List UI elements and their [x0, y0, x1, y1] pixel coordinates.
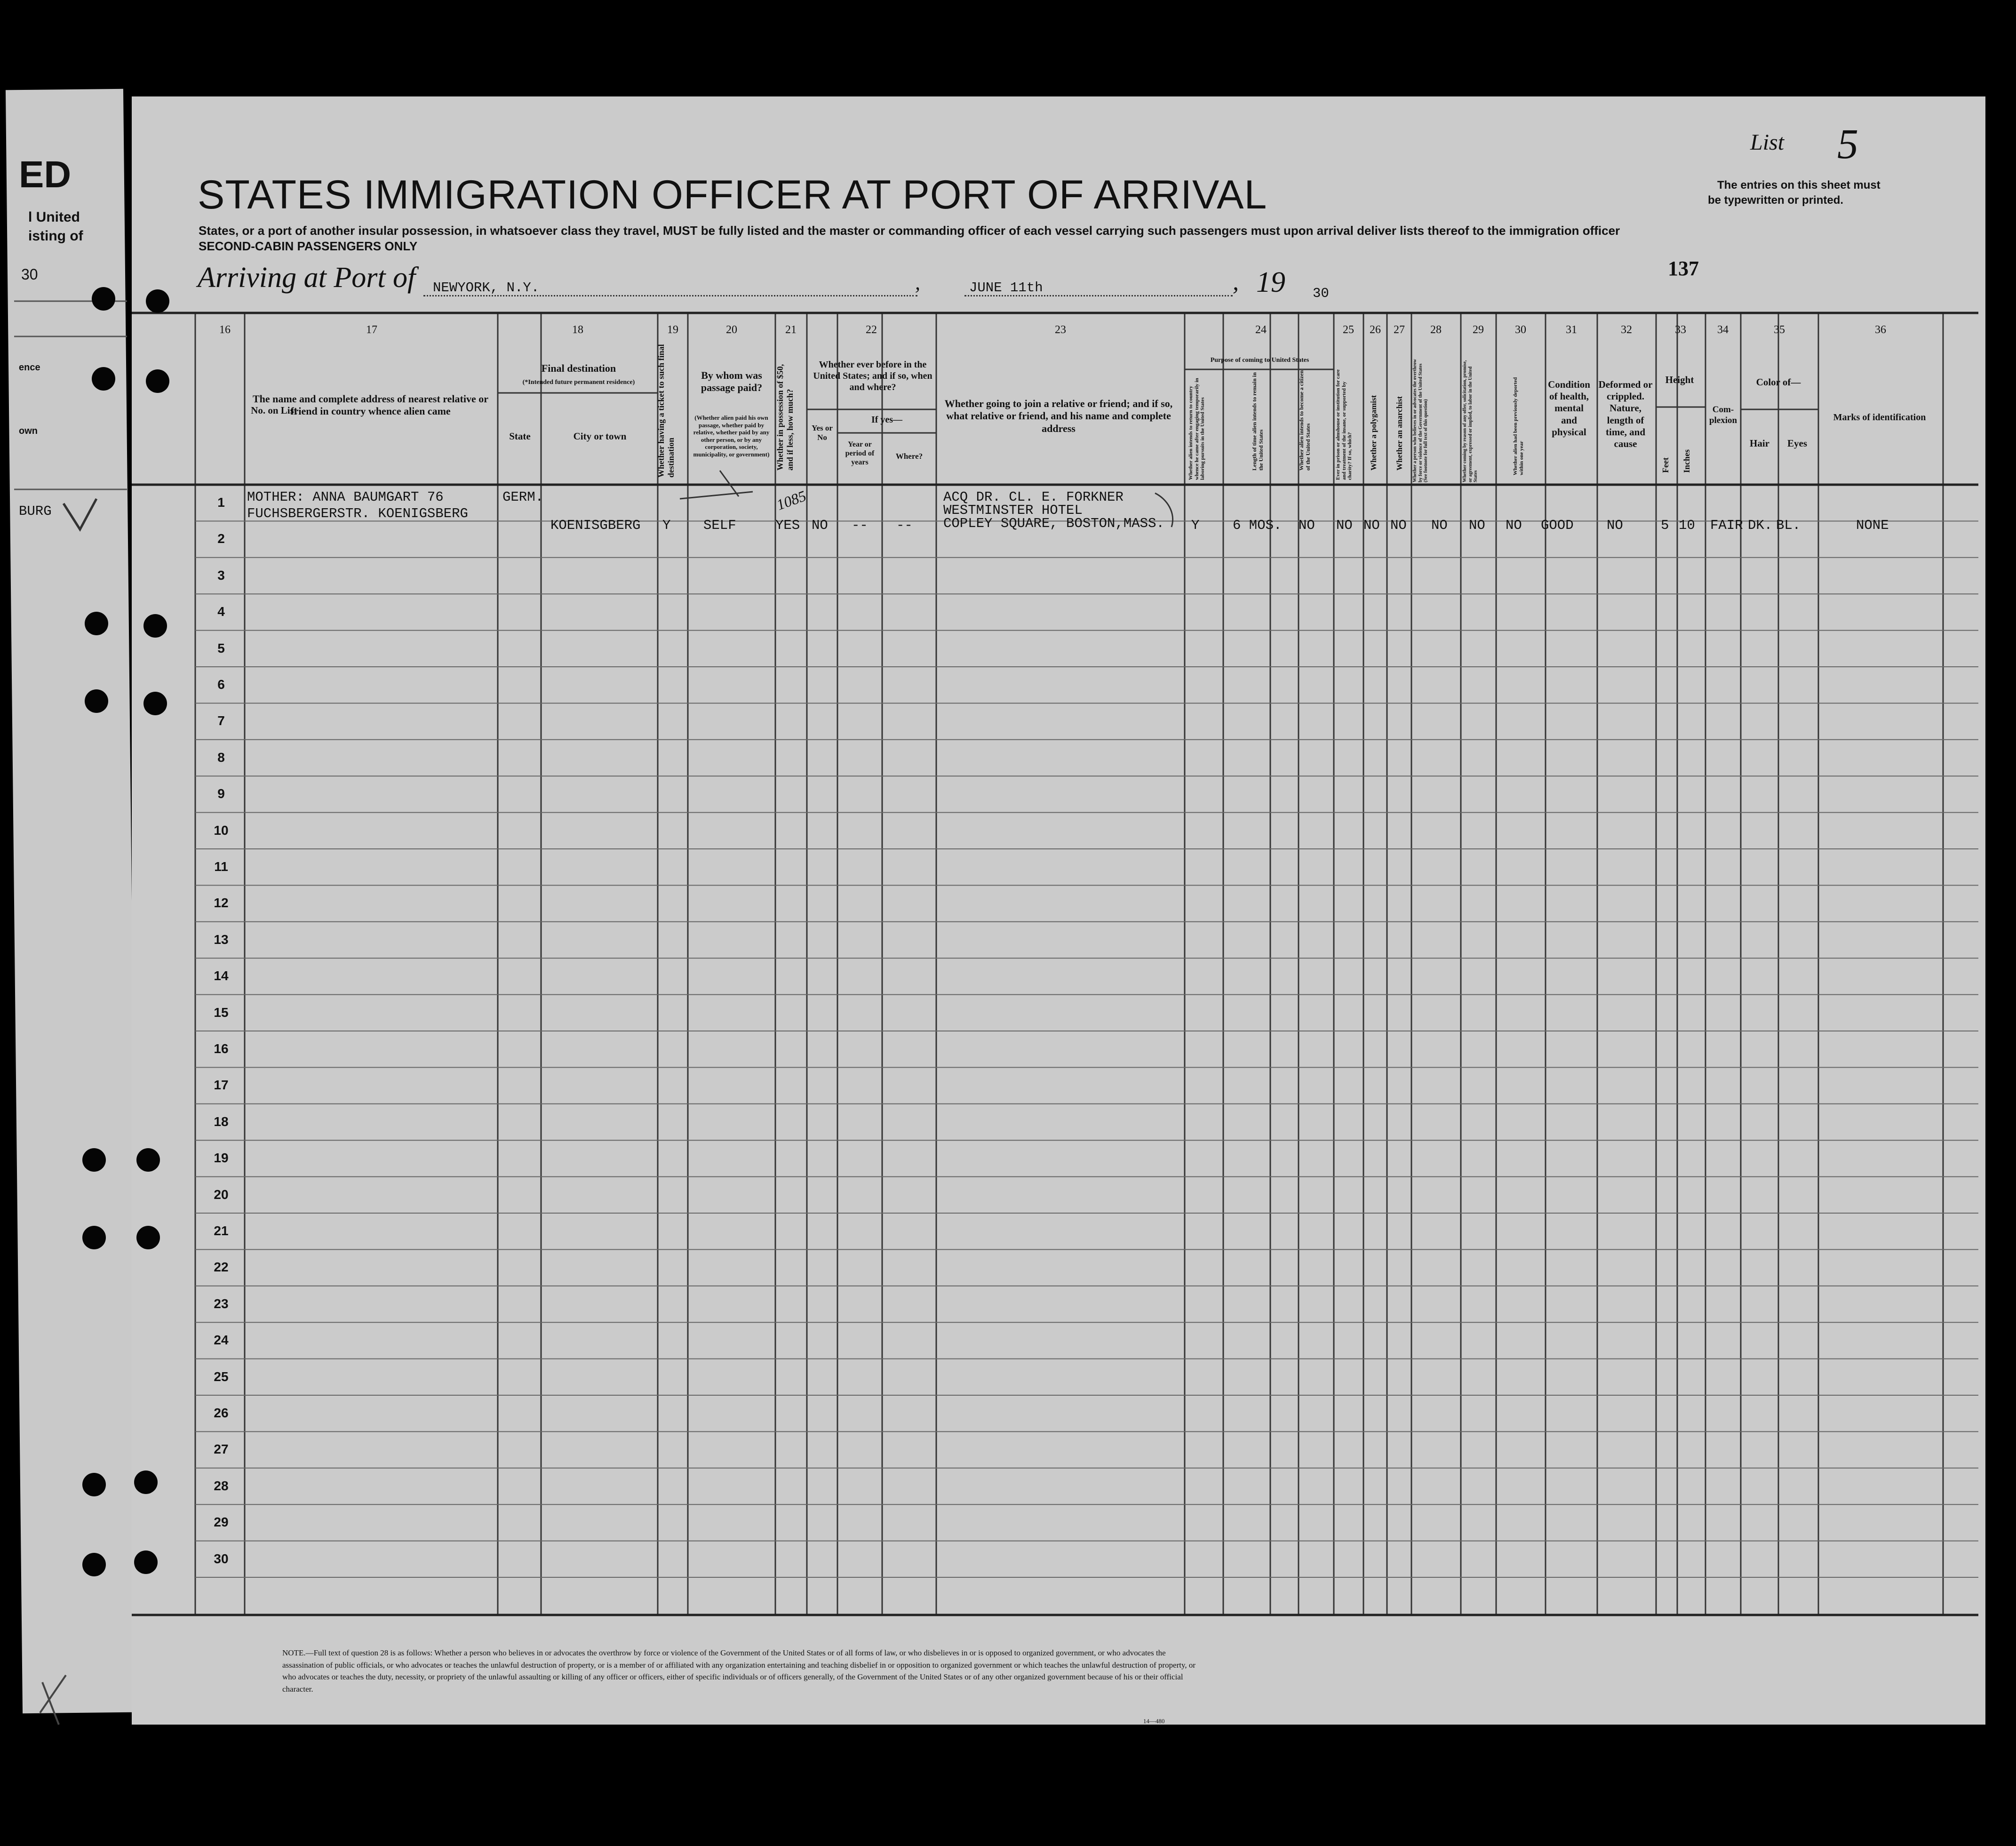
- header-city: City or town: [573, 431, 627, 442]
- header-before-us: Whether ever before in the United States; and if so, when and where?: [813, 360, 932, 392]
- entry-state: GERM.: [502, 489, 544, 505]
- header-money: Whether in possession of $50, and if less, how much?: [775, 364, 795, 471]
- column-number-28: 28: [1430, 324, 1442, 336]
- row-number-29: 29: [214, 1515, 229, 1530]
- row-number-28: 28: [214, 1478, 229, 1493]
- header-height: Height: [1665, 374, 1694, 385]
- left-page-heading: ED: [19, 153, 72, 195]
- punch-hole-12: [136, 1226, 160, 1249]
- entry-eyes: BL.: [1776, 518, 1801, 533]
- arrival-port: NEWYORK, N.Y.: [433, 280, 540, 296]
- header-polygamist: Whether a polygamist: [1369, 395, 1378, 471]
- date-comma: ,: [1233, 269, 1239, 296]
- left-page-text-1: l United: [28, 209, 80, 225]
- column-number-34: 34: [1717, 324, 1729, 336]
- column-number-20: 20: [726, 324, 737, 336]
- row-number-30: 30: [214, 1551, 229, 1566]
- punch-hole-3: [92, 367, 115, 391]
- footnote: NOTE.—Full text of question 28 is as follows: Whether a person who believes in or advocates the overthrow by force or violence of the Government of the United States or of all forms of law, or who disbelieves in or is opposed to organized government, or who advocates the assassination of public officials, or who advocates or teaches the unlawful destruction of property, or is a member of or affiliated with any organization entertaining and teaching disbelief in or opposition to organized government or which teaches the unlawful destruction of property, or who advocates or teaches the duty, necessity, or propriety of the unlawful assaulting or killing of any officer or officers, either of specific individuals or of officers generally, of the Government of the United States or of any other organized government because of his or their official character.: [282, 1648, 1196, 1694]
- punch-hole-8: [143, 692, 167, 715]
- form-title: STATES IMMIGRATION OFFICER AT PORT OF ARRIVAL: [198, 172, 1267, 217]
- column-number-29: 29: [1473, 324, 1484, 336]
- entry-year: --: [852, 518, 868, 533]
- handwritten-check: [64, 499, 96, 529]
- row-number-5: 5: [217, 640, 225, 655]
- row-number-18: 18: [214, 1114, 229, 1129]
- row-number-13: 13: [214, 932, 229, 947]
- notice-line-1: The entries on this sheet must: [1717, 179, 1881, 192]
- entry-joining-line1: ACQ DR. CL. E. FORKNER: [943, 489, 1124, 505]
- punch-hole-6: [143, 614, 167, 638]
- row-number-26: 26: [214, 1406, 229, 1420]
- header-prison: Ever in prison or almshouse or institution for care and treatment of the insane, or supported by charity? If so, which?: [1335, 369, 1353, 480]
- entry-ticket: Y: [662, 518, 671, 533]
- entry-health: GOOD: [1541, 518, 1574, 533]
- header-marks: Marks of identification: [1833, 412, 1926, 423]
- entry-q28: NO: [1431, 518, 1448, 533]
- header-final-destination-note: (*Intended future permanent residence): [522, 379, 635, 386]
- row-number-21: 21: [214, 1223, 229, 1238]
- row-number-15: 15: [214, 1005, 229, 1020]
- row-number-10: 10: [214, 823, 229, 838]
- handwritten-x: [40, 1675, 66, 1725]
- entry-where: --: [896, 518, 913, 533]
- row-number-2: 2: [217, 531, 225, 546]
- punch-hole-14: [134, 1470, 158, 1494]
- punch-hole-1: [92, 287, 115, 311]
- header-no-on-list: No. on List: [251, 405, 297, 416]
- column-number-35: 35: [1774, 324, 1785, 336]
- column-number-33: 33: [1675, 324, 1686, 336]
- column-number-31: 31: [1566, 324, 1577, 336]
- header-where: Where?: [895, 452, 923, 461]
- header-final-destination: Final destination: [541, 362, 616, 374]
- entry-hair: DK.: [1748, 518, 1773, 533]
- header-complexion: Com-plexion: [1709, 405, 1737, 425]
- entry-before: NO: [812, 518, 828, 533]
- row-number-19: 19: [214, 1151, 229, 1166]
- punch-hole-9: [82, 1148, 106, 1172]
- header-if-yes: If yes—: [871, 415, 903, 425]
- year-prefix: 19: [1256, 266, 1285, 298]
- row-number-25: 25: [214, 1369, 229, 1384]
- row-number-8: 8: [217, 750, 225, 765]
- punch-hole-11: [82, 1226, 106, 1249]
- column-number-21: 21: [785, 324, 797, 336]
- row-number-11: 11: [214, 859, 228, 874]
- entry-joining-line3: COPLEY SQUARE, BOSTON,MASS.: [943, 516, 1164, 531]
- entry-city: KOENISGBERG: [550, 518, 641, 533]
- row-number-20: 20: [214, 1187, 229, 1202]
- column-number-32: 32: [1621, 324, 1632, 336]
- column-number-17: 17: [366, 324, 377, 336]
- punch-hole-10: [136, 1148, 160, 1172]
- left-page-year: 30: [21, 266, 38, 283]
- form-number: 14—480: [1143, 1718, 1165, 1725]
- header-state: State: [509, 431, 531, 442]
- row-number-17: 17: [214, 1078, 229, 1093]
- entry-complexion: FAIR: [1710, 518, 1743, 533]
- column-number-24: 24: [1255, 324, 1267, 336]
- entry-anarchist: NO: [1390, 518, 1407, 533]
- row-number-3: 3: [217, 567, 225, 583]
- row-number-23: 23: [214, 1296, 229, 1311]
- notice-line-2: be typewritten or printed.: [1708, 194, 1844, 207]
- row-number-1: 1: [217, 495, 225, 510]
- punch-hole-4: [146, 369, 169, 393]
- column-number-36: 36: [1875, 324, 1886, 336]
- punch-hole-16: [134, 1550, 158, 1574]
- row-number-4: 4: [217, 604, 225, 619]
- entry-relative-line2: FUCHSBERGERSTR. KOENIGSBERG: [247, 506, 468, 521]
- header-passage-paid: By whom was passage paid?: [701, 369, 763, 394]
- punch-hole-15: [82, 1553, 106, 1576]
- column-number-23: 23: [1055, 324, 1066, 336]
- row-number-16: 16: [214, 1041, 229, 1056]
- header-inches: Inches: [1682, 449, 1691, 473]
- column-number-18: 18: [572, 324, 583, 336]
- header-eyes: Eyes: [1787, 438, 1807, 449]
- punch-hole-7: [85, 689, 108, 713]
- arrival-date: JUNE 11th: [969, 280, 1043, 296]
- header-nearest-relative: The name and complete address of nearest relative or friend in country whence alien came: [252, 393, 489, 417]
- row-number-22: 22: [214, 1260, 229, 1275]
- header-color-of: Color of—: [1756, 376, 1801, 388]
- list-number: 5: [1837, 121, 1858, 168]
- header-q29: Whether coming by reason of any offer, solicitation, promise, or agreement, expressed or implied, to labor in the United States: [1462, 360, 1478, 482]
- header-purpose-citizen: Whether alien intends to become a citizen of the United States: [1298, 370, 1311, 471]
- header-anarchist: Whether an anarchist: [1395, 396, 1404, 471]
- entry-money-handwritten: 1085: [774, 487, 809, 513]
- row-number-12: 12: [214, 895, 229, 911]
- sheet-number: 137: [1668, 257, 1699, 280]
- column-number-30: 30: [1515, 324, 1526, 336]
- entry-length: 6 MOS.: [1233, 518, 1282, 533]
- entry-q29: NO: [1469, 518, 1485, 533]
- entry-joining-line2: WESTMINSTER HOTEL: [943, 503, 1083, 518]
- punch-hole-5: [85, 612, 108, 635]
- header-yes-no: Yes or No: [812, 424, 833, 442]
- row-number-24: 24: [214, 1333, 229, 1348]
- punch-hole-13: [82, 1473, 106, 1496]
- header-feet: Feet: [1661, 457, 1670, 473]
- entry-inches: 10: [1679, 518, 1695, 533]
- left-page-text-2: isting of: [28, 228, 83, 244]
- row-number-7: 7: [217, 713, 225, 728]
- entry-marks: NONE: [1856, 518, 1889, 533]
- left-page-text-5: own: [19, 426, 38, 436]
- form-subtitle: States, or a port of another insular possession, in whatsoever class they travel, MUST be fully listed and the master or commanding officer of each vessel carrying such passengers must upon arrival deliver lists thereof to the immigration officer: [199, 224, 1620, 238]
- header-purpose-length: Length of time alien intends to remain in the United States: [1251, 372, 1264, 471]
- header-purpose: Purpose of coming to United States: [1210, 357, 1309, 364]
- year-suffix: 30: [1313, 286, 1329, 301]
- column-number-26: 26: [1370, 324, 1381, 336]
- header-joining: Whether going to join a relative or friend; and if so, what relative or friend, and his name and complete address: [944, 398, 1173, 434]
- header-year-period: Year or period of years: [845, 440, 875, 467]
- entry-q30: NO: [1506, 518, 1522, 533]
- header-q30: Whether alien had been previously deported within one year: [1513, 377, 1524, 475]
- entry-passage: SELF: [703, 518, 736, 533]
- left-page-entry: BURG: [19, 503, 52, 519]
- arriving-label: Arriving at Port of: [198, 262, 416, 294]
- entry-citizen: NO: [1299, 518, 1315, 533]
- entry-money: YES: [775, 518, 800, 533]
- entry-polygamist: NO: [1363, 518, 1380, 533]
- column-number-22: 22: [866, 324, 877, 336]
- passenger-class: SECOND-CABIN PASSENGERS ONLY: [199, 239, 418, 253]
- list-label: List: [1750, 130, 1785, 155]
- row-number-14: 14: [214, 968, 229, 983]
- column-number-19: 19: [667, 324, 678, 336]
- punch-hole-2: [146, 289, 169, 313]
- entry-prison: NO: [1336, 518, 1353, 533]
- header-passage-note: (Whether alien paid his own passage, whether paid by relative, whether paid by any other person, or by any corporation, society, municipality, or government): [693, 414, 770, 458]
- entry-feet: 5: [1661, 518, 1669, 533]
- header-ticket: Whether having a ticket to such final destination: [656, 344, 676, 478]
- entry-deformed: NO: [1607, 518, 1623, 533]
- header-deformed: Deformed or crippled. Nature, length of time, and cause: [1598, 379, 1653, 449]
- port-comma: ,: [915, 271, 920, 294]
- header-q28: Whether a person who believes in or advocates the overthrow by force or violence of the Government of the United States (See footnote for full text of this question): [1412, 359, 1428, 482]
- header-purpose-return: Whether alien intends to return to country whence he came after engaging temporarily in laboring pursuits in the United States: [1188, 378, 1206, 480]
- row-number-9: 9: [217, 786, 225, 801]
- left-page-text-4: ence: [19, 362, 40, 373]
- column-number-16: 16: [219, 324, 231, 336]
- header-hair: Hair: [1750, 438, 1769, 449]
- header-health: Condition of health, mental and physical: [1548, 379, 1590, 438]
- row-number-27: 27: [214, 1442, 229, 1457]
- column-number-27: 27: [1394, 324, 1405, 336]
- row-number-6: 6: [217, 677, 225, 692]
- column-number-25: 25: [1343, 324, 1354, 336]
- entry-relative-line1: MOTHER: ANNA BAUMGART 76: [247, 489, 444, 505]
- entry-return-intent: Y: [1191, 518, 1200, 533]
